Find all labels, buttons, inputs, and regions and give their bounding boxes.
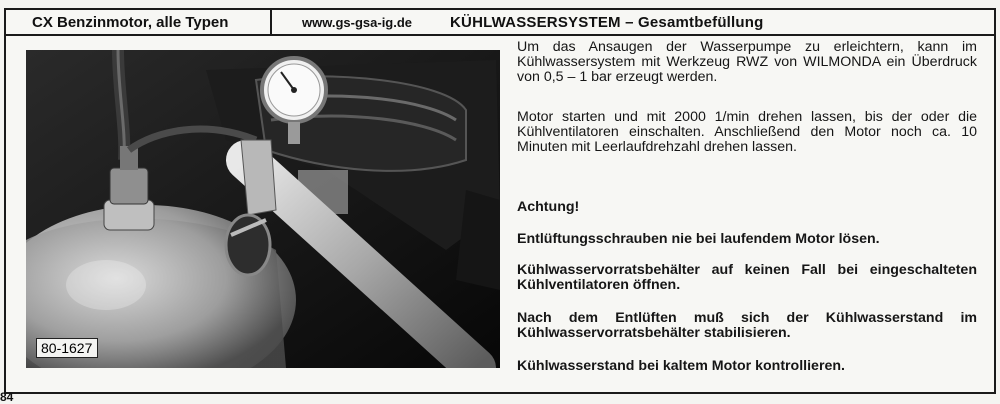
warning-item-4: Kühlwasserstand bei kaltem Motor kontrollieren. xyxy=(517,358,845,374)
instruction-paragraph-1: Um das Ansaugen der Wasserpumpe zu erleichtern, kann im Kühlwassersystem mit Werkzeug RWZ von WILMONDA ein Überdruck von 0,5 – 1 bar erzeugt werden. xyxy=(517,39,977,85)
page-number: 84 xyxy=(0,390,14,404)
model-title: CX Benzinmotor, alle Typen xyxy=(6,10,272,34)
header-bar xyxy=(6,10,994,36)
engine-photo xyxy=(26,50,500,368)
warning-item-2: Kühlwasservorratsbehälter auf keinen Fall bei eingeschalteten Kühlventilatoren öffnen. xyxy=(517,262,977,293)
warning-item-3: Nach dem Entlüften muß sich der Kühlwasserstand im Kühlwasservorratsbehälter stabilisieren. xyxy=(517,310,977,341)
instruction-paragraph-2: Motor starten und mit 2000 1/min drehen lassen, bis der oder die Kühlventilatoren einschalten. Anschließend den Motor noch ca. 10 Minuten mit Leerlaufdrehzahl drehen lassen. xyxy=(517,109,977,155)
warning-item-1: Entlüftungsschrauben nie bei laufendem Motor lösen. xyxy=(517,231,880,247)
website-label: www.gs-gsa-ig.de xyxy=(302,14,413,30)
photo-reference-label: 80-1627 xyxy=(36,338,98,358)
warning-title: Achtung! xyxy=(517,199,580,215)
engine-photo-illustration xyxy=(26,50,500,368)
section-title: KÜHLWASSERSYSTEM – Gesamtbefüllung xyxy=(450,13,764,31)
